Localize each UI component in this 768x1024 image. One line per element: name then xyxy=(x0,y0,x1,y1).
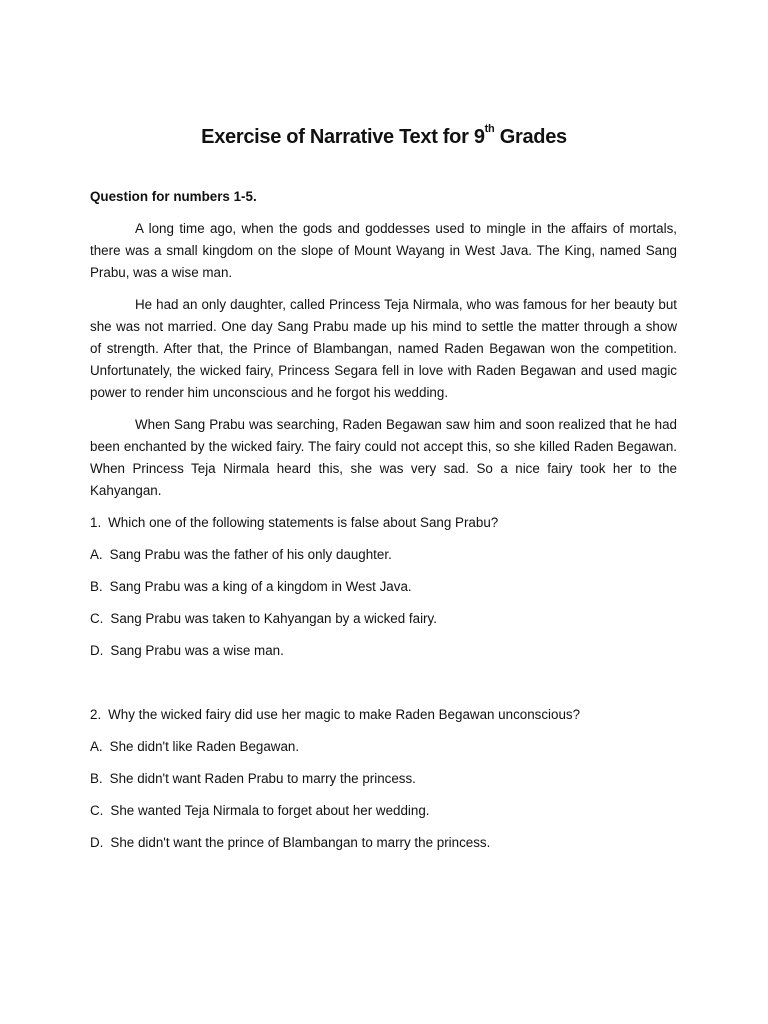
option-letter: A. xyxy=(90,739,103,754)
question-text: Why the wicked fairy did use her magic to make Raden Begawan unconscious? xyxy=(108,707,581,722)
question-number: 2. xyxy=(90,707,102,722)
question-2-option-b xyxy=(90,768,677,790)
option-letter: D. xyxy=(90,835,104,850)
question-number: 1. xyxy=(90,515,102,530)
option-letter: D. xyxy=(90,643,104,658)
option-text: Sang Prabu was taken to Kahyangan by a wicked fairy. xyxy=(110,611,437,626)
page-title xyxy=(0,123,768,149)
document-body xyxy=(90,186,677,864)
option-text: Sang Prabu was a wise man. xyxy=(110,643,284,658)
story-paragraph-3: When Sang Prabu was searching, Raden Begawan saw him and soon realized that he had been enchanted by the wicked fairy. The fairy could not accept this, so she killed Raden Begawan. When Princess Teja Nirmala heard this, she was very sad. So a nice fairy took her to the Kahyangan. xyxy=(90,417,677,498)
option-letter: B. xyxy=(90,771,103,786)
story-paragraph-1: A long time ago, when the gods and goddesses used to mingle in the affairs of mortals, there was a small kingdom on the slope of Mount Wayang in West Java. The King, named Sang Prabu, was a wise man. xyxy=(90,221,677,280)
question-block-2 xyxy=(90,704,677,854)
question-1-option-c xyxy=(90,608,677,630)
title-superscript: th xyxy=(484,123,495,136)
question-2-option-a xyxy=(90,736,677,758)
title-main: Exercise of Narrative Text for 9 xyxy=(201,126,485,148)
option-text: Sang Prabu was the father of his only daughter. xyxy=(109,547,392,562)
question-spacer xyxy=(90,672,677,704)
option-letter: B. xyxy=(90,579,103,594)
option-letter: C. xyxy=(90,611,104,626)
option-letter: A. xyxy=(90,547,103,562)
question-2-option-c xyxy=(90,800,677,822)
section-heading: Question for numbers 1-5. xyxy=(90,189,257,204)
question-2-option-d xyxy=(90,832,677,854)
question-2 xyxy=(90,704,677,726)
title-tail: Grades xyxy=(494,126,567,148)
option-text: She didn't like Raden Begawan. xyxy=(109,739,300,754)
question-1-option-b xyxy=(90,576,677,598)
story-paragraph-2: He had an only daughter, called Princess Teja Nirmala, who was famous for her beauty but she was not married. One day Sang Prabu made up his mind to settle the matter through a show of strength. After that, the Prince of Blambangan, named Raden Begawan won the competition. Unfortunately, the wicked fairy, Princess Segara fell in love with Raden Begawan and used magic power to render him unconscious and he forgot his wedding. xyxy=(90,297,677,400)
option-text: She didn't want the prince of Blambangan to marry the princess. xyxy=(110,835,491,850)
question-1 xyxy=(90,512,677,534)
question-1-option-a xyxy=(90,544,677,566)
question-block-1 xyxy=(90,512,677,662)
option-text: She wanted Teja Nirmala to forget about her wedding. xyxy=(110,803,430,818)
question-text: Which one of the following statements is false about Sang Prabu? xyxy=(108,515,499,530)
option-text: Sang Prabu was a king of a kingdom in West Java. xyxy=(109,579,412,594)
option-letter: C. xyxy=(90,803,104,818)
option-text: She didn't want Raden Prabu to marry the princess. xyxy=(109,771,416,786)
question-1-option-d xyxy=(90,640,677,662)
